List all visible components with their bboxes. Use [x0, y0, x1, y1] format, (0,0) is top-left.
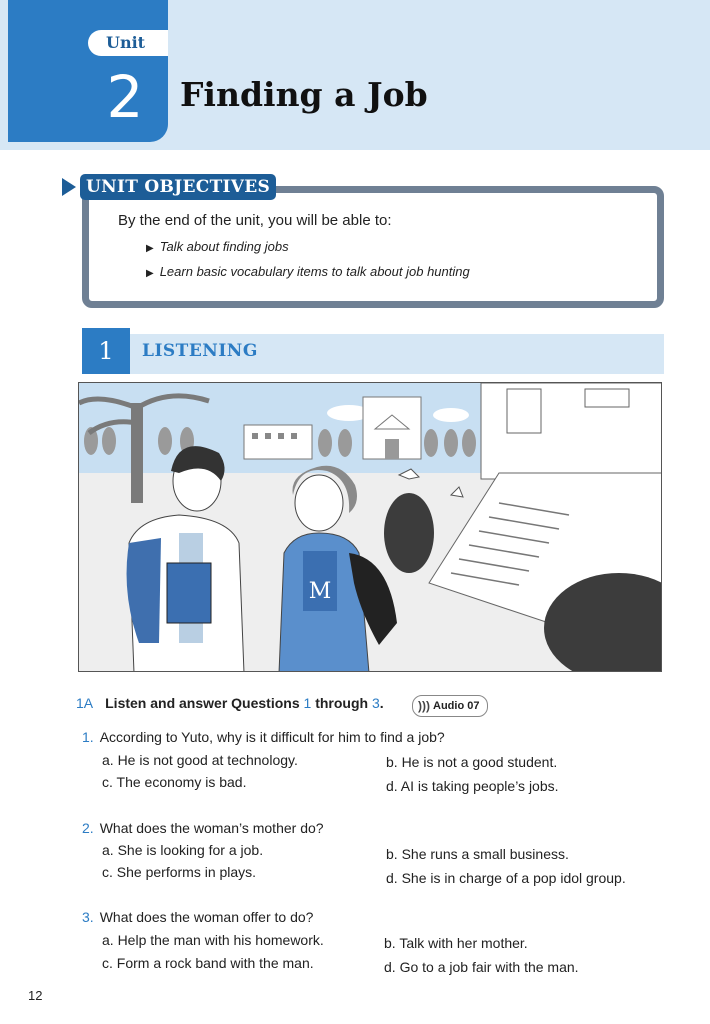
objective-item: ▶ Talk about finding jobs	[146, 239, 289, 254]
section-number: 1	[82, 328, 130, 374]
question-1: 1. According to Yuto, why is it difficult for him to find a job?	[82, 729, 445, 745]
triangle-bullet-icon: ▶	[146, 268, 154, 279]
option-3a: a. Help the man with his homework.	[102, 932, 324, 948]
page-title: Finding a Job	[180, 75, 428, 114]
audio-wave-icon: )))	[418, 699, 430, 713]
page-number: 12	[28, 988, 43, 1003]
option-3c: c. Form a rock band with the man.	[102, 955, 314, 971]
objectives-lead: By the end of the unit, you will be able to:	[118, 212, 392, 229]
option-1a: a. He is not good at technology.	[102, 752, 298, 768]
listening-illustration	[78, 382, 662, 672]
unit-number: 2	[106, 63, 144, 131]
exercise-code: 1A	[76, 695, 94, 711]
instructions: 1A Listen and answer Questions 1 through 3.	[76, 695, 384, 711]
triangle-bullet-icon: ▶	[146, 243, 154, 254]
objective-item: ▶ Learn basic vocabulary items to talk about job hunting	[146, 264, 470, 279]
option-1b: b. He is not a good student.	[386, 754, 558, 770]
audio-button[interactable]: ))) Audio 07	[412, 695, 488, 717]
objectives-arrow-icon	[62, 178, 76, 196]
option-3b: b. Talk with her mother.	[384, 935, 528, 951]
section-title: LISTENING	[142, 341, 258, 361]
option-2c: c. She performs in plays.	[102, 864, 257, 880]
option-2a: a. She is looking for a job.	[102, 842, 264, 858]
shirt-letter: M	[308, 579, 332, 604]
option-2b: b. She runs a small business.	[386, 846, 569, 862]
objectives-badge: UNIT OBJECTIVES	[80, 174, 276, 200]
unit-label: Unit	[88, 30, 168, 56]
question-2: 2. What does the woman’s mother do?	[82, 820, 324, 836]
option-1d: d. AI is taking people’s jobs.	[386, 778, 559, 794]
option-3d: d. Go to a job fair with the man.	[384, 959, 579, 975]
campus-scene-image	[79, 383, 662, 672]
option-2d: d. She is in charge of a pop idol group.	[386, 870, 626, 886]
question-3: 3. What does the woman offer to do?	[82, 909, 314, 925]
option-1c: c. The economy is bad.	[102, 774, 247, 790]
